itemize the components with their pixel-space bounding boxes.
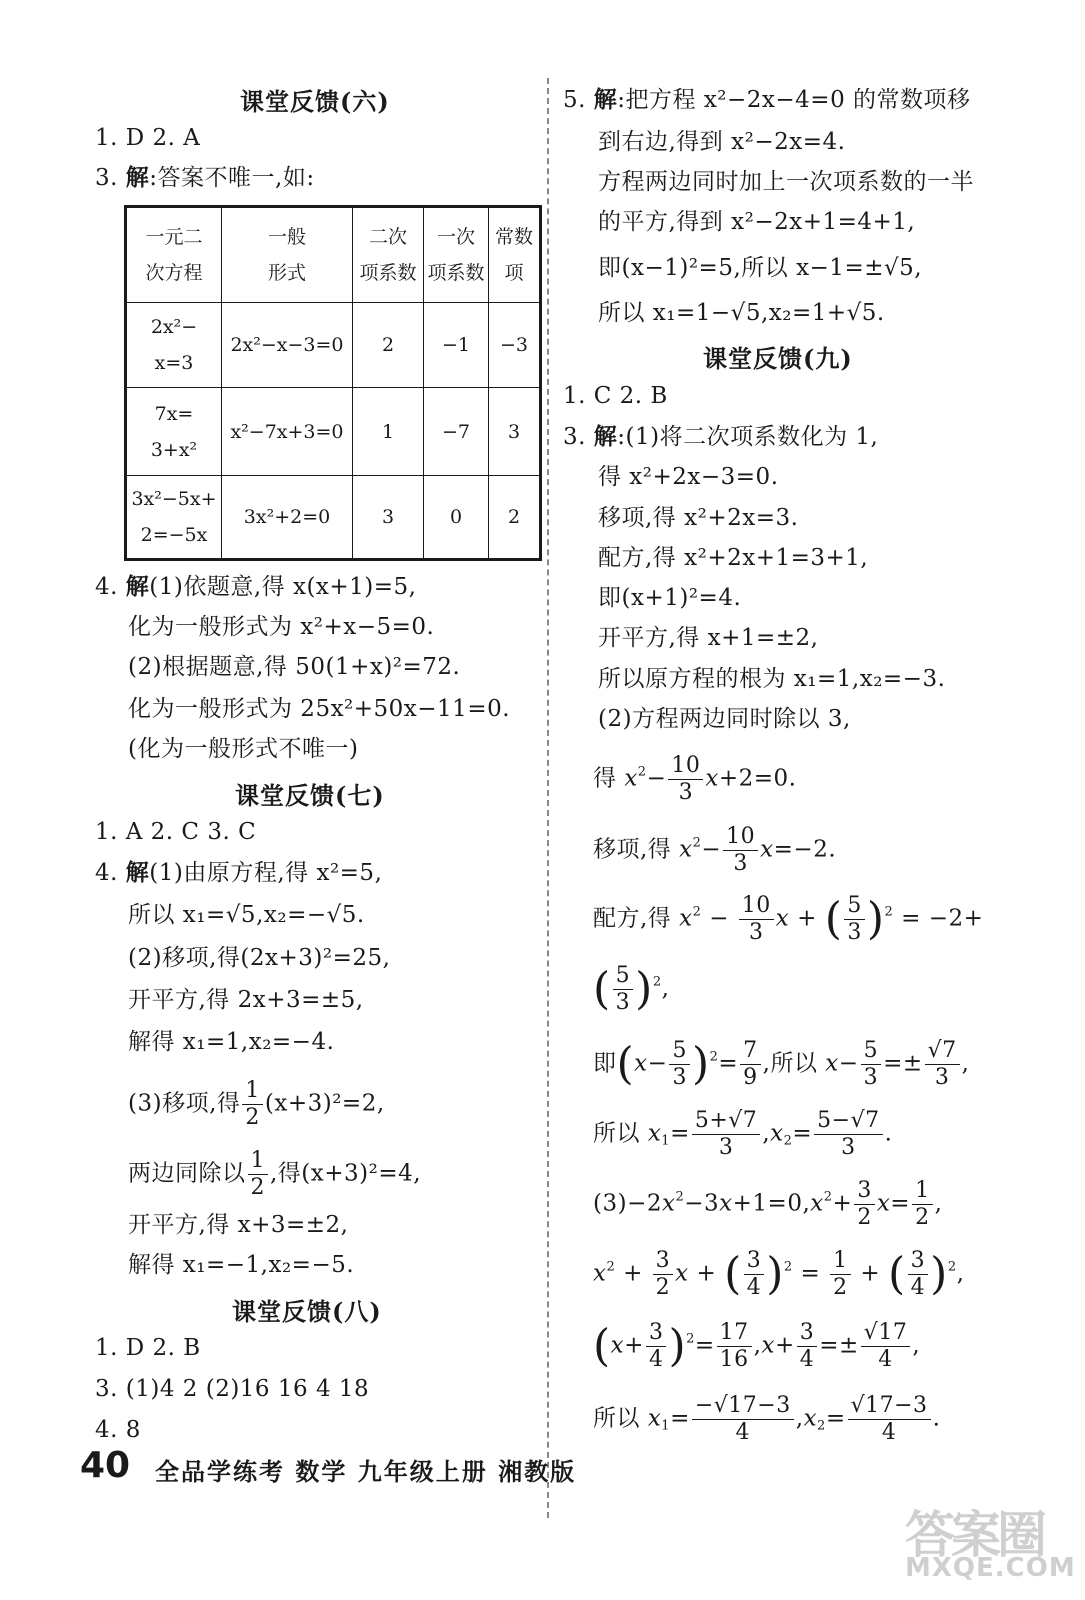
s7-q1: 1. A 2. C 3. C bbox=[95, 819, 257, 845]
th-constant: 常数 项 bbox=[489, 207, 541, 303]
section-title-9: 课堂反馈(九) bbox=[703, 344, 853, 373]
s9-eq-square: 即(x− $\frac{5}{3}$ )$^2$= $\frac{7}{9}$ ,所以 x− $\frac{5}{3}$ =± $\frac{√7}{3}$ , bbox=[593, 1038, 970, 1090]
equation-table bbox=[124, 205, 542, 561]
s7-line7: 两边同除以 $\frac{1}{2}$ ,得(x+3)²=4, bbox=[128, 1148, 422, 1200]
s9-roots-2: 所以 $x_1=$ $\frac{5+√7}{3}$ $,x_2=$ $\frac{5-√7}{3}$ . bbox=[593, 1108, 893, 1160]
s9-eq-move: 移项,得 $x^2-$ $\frac{10}{3}$ x=−2. bbox=[593, 824, 837, 876]
s7-line6: (3)移项,得 $\frac{1}{2}$ (x+3)²=2, bbox=[128, 1078, 385, 1130]
page-number: 40 bbox=[80, 1445, 131, 1486]
s9-line7: 所以原方程的根为 x₁=1,x₂=−3. bbox=[598, 666, 946, 692]
s9-line6: 开平方,得 x+1=±2, bbox=[598, 625, 819, 651]
s9-line3: 移项,得 x²+2x=3. bbox=[598, 505, 799, 531]
s9-line1: 3. 解:(1)将二次项系数化为 1, bbox=[563, 423, 879, 450]
s9-line5: 即(x+1)²=4. bbox=[598, 585, 742, 611]
section-title-7: 课堂反馈(七) bbox=[235, 781, 385, 810]
column-divider bbox=[547, 78, 549, 1518]
s7-line5: 解得 x₁=1,x₂=−4. bbox=[128, 1029, 335, 1055]
q5-line1: 5. 解:把方程 x²−2x−4=0 的常数项移 bbox=[563, 86, 971, 113]
s7-line9: 解得 x₁=−1,x₂=−5. bbox=[128, 1252, 355, 1278]
th-general: 一般 形式 bbox=[222, 207, 353, 303]
s9-line8: (2)方程两边同时除以 3, bbox=[598, 706, 851, 732]
s7-line4: 开平方,得 2x+3=±5, bbox=[128, 987, 364, 1013]
s6-q3: 3. 解:答案不唯一,如: bbox=[95, 164, 315, 191]
s9-eq3-line1: $(3)-2x^2-3x+1=0,x^2+$ $\frac{3}{2}$ x= $\frac{1}{2}$ , bbox=[593, 1178, 943, 1230]
s7-line1: 4. 解(1)由原方程,得 x²=5, bbox=[95, 859, 383, 886]
s6-q4-line2: 化为一般形式为 x²+x−5=0. bbox=[128, 614, 435, 640]
s6-q4-line5: (化为一般形式不唯一) bbox=[128, 736, 359, 762]
s9-line4: 配方,得 x²+2x+1=3+1, bbox=[598, 545, 869, 571]
watermark-url: MXQE.COM bbox=[905, 1553, 1076, 1583]
s9-eq-complete: 配方,得 $x^2$ − $\frac{10}{3}$ x + ( $\frac{5}{3}$ )$^2$ = −2+ bbox=[593, 893, 984, 945]
watermark-logo-text: 答案圈 bbox=[905, 1506, 1043, 1564]
th-equation: 一元二 次方程 bbox=[126, 207, 222, 303]
s6-q4-line1: 4. 解(1)依题意,得 x(x+1)=5, bbox=[95, 573, 417, 600]
s6-q4-line4: 化为一般形式为 25x²+50x−11=0. bbox=[128, 696, 511, 722]
table-row: 7x= 3+x² x²−7x+3=0 1 −7 3 bbox=[126, 388, 541, 476]
s7-line8: 开平方,得 x+3=±2, bbox=[128, 1212, 349, 1238]
table-row: 2x²− x=3 2x²−x−3=0 2 −1 −3 bbox=[126, 303, 541, 388]
section-title-8: 课堂反馈(八) bbox=[232, 1297, 382, 1326]
s7-line3: (2)移项,得(2x+3)²=25, bbox=[128, 945, 391, 971]
s6-q4-line3: (2)根据题意,得 50(1+x)²=72. bbox=[128, 654, 461, 680]
s8-q4: 4. 8 bbox=[95, 1417, 141, 1443]
s7-line2: 所以 x₁=√5,x₂=−√5. bbox=[128, 902, 365, 928]
book-title: 全品学练考 数学 九年级上册 湘教版 bbox=[155, 1458, 577, 1486]
q5-line5: 即(x−1)²=5,所以 x−1=±√5, bbox=[598, 255, 923, 281]
s9-eq3-line3: (x+ $\frac{3}{4}$ )$^2$= $\frac{17}{16}$ ,x+ $\frac{3}{4}$ =± $\frac{√17}{4}$ , bbox=[593, 1320, 921, 1372]
s9-line2: 得 x²+2x−3=0. bbox=[598, 464, 779, 490]
table-row: 3x²−5x+ 2=−5x 3x²+2=0 3 0 2 bbox=[126, 476, 541, 560]
watermark-logo bbox=[905, 1495, 1076, 1595]
s9-eq3-line2: $x^2$ + $\frac{3}{2}$ x + ( $\frac{3}{4}$ )$^2$ = $\frac{1}{2}$ + ( $\frac{3}{4}$ )$^2$, bbox=[593, 1248, 965, 1300]
section-title-6: 课堂反馈(六) bbox=[240, 87, 390, 116]
s8-q1: 1. D 2. B bbox=[95, 1335, 201, 1361]
q5-line3: 方程两边同时加上一次项系数的一半 bbox=[598, 169, 974, 195]
s6-q1: 1. D 2. A bbox=[95, 125, 201, 151]
q5-line6: 所以 x₁=1−√5,x₂=1+√5. bbox=[598, 300, 885, 326]
s9-eq-complete-cont: ( $\frac{5}{3}$ )$^2$, bbox=[593, 963, 670, 1015]
s9-eq-divide: 得 $x^2-$ $\frac{10}{3}$ x+2=0. bbox=[593, 753, 797, 805]
q5-line2: 到右边,得到 x²−2x=4. bbox=[598, 129, 846, 155]
th-linear-coef: 一次 项系数 bbox=[424, 207, 489, 303]
th-quad-coef: 二次 项系数 bbox=[353, 207, 424, 303]
q5-line4: 的平方,得到 x²−2x+1=4+1, bbox=[598, 209, 916, 235]
s9-q1: 1. C 2. B bbox=[563, 383, 668, 409]
s9-roots-3: 所以 $x_1=$ $\frac{-√17-3}{4}$ $,x_2=$ $\frac{√17-3}{4}$ . bbox=[593, 1393, 941, 1445]
s8-q3: 3. (1)4 2 (2)16 16 4 18 bbox=[95, 1376, 370, 1402]
